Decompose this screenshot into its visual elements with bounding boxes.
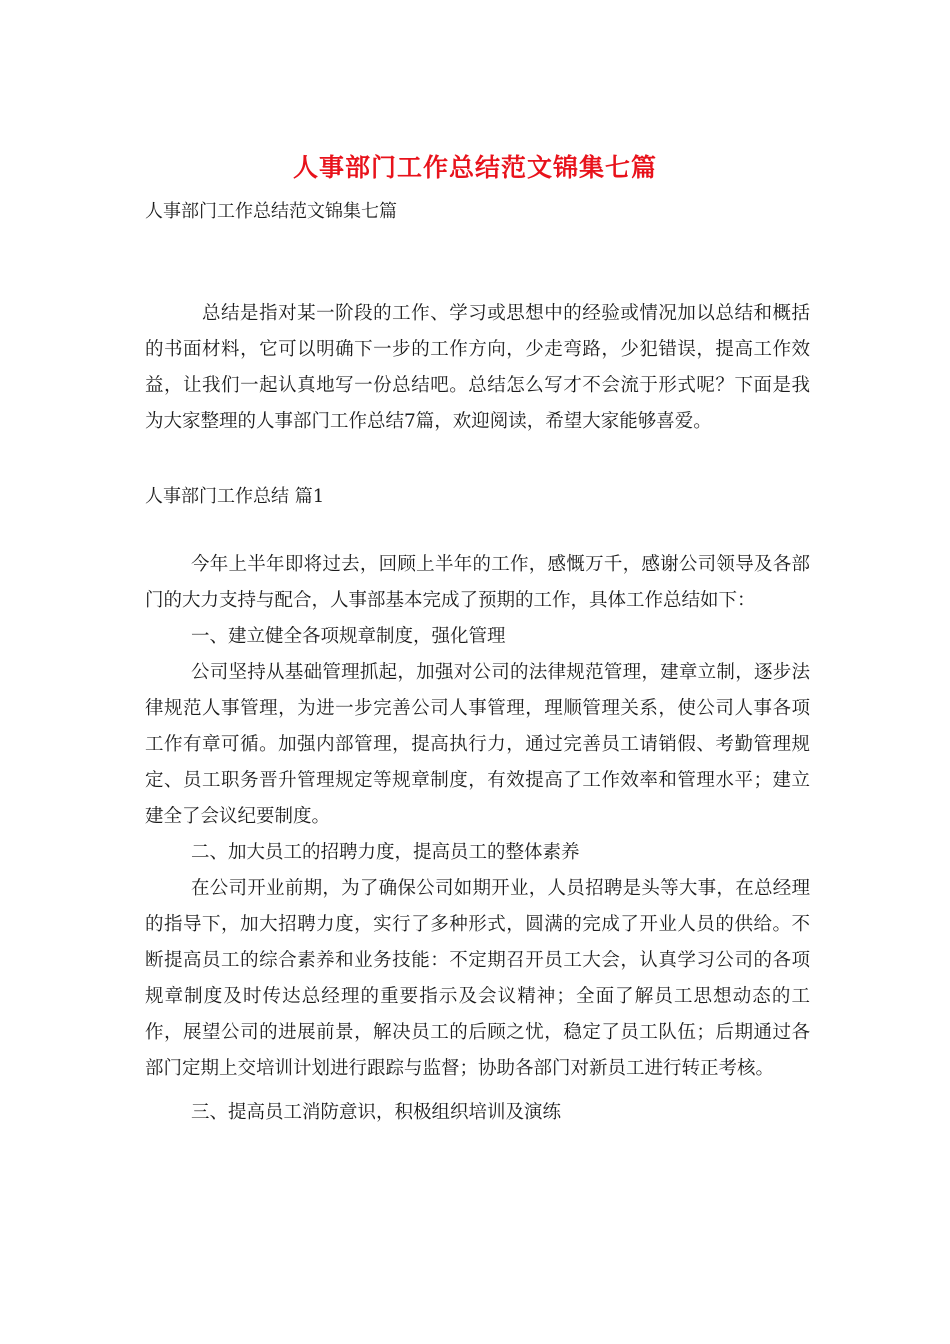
document-title: 人事部门工作总结范文锦集七篇 <box>292 153 657 182</box>
body-paragraph: 公司坚持从基础管理抓起，加强对公司的法律规范管理，建章立制，逐步法律规范人事管理，为进一步完善公司人事管理，理顺管理关系，使公司人事各项工作有章可循。加强内部管理，提高执行力，通过完善员工请销假、考勤管理规定、员工职务晋升管理规定等规章制度，有效提高了工作效率和管理水平；建立建全了会议纪要制度。 <box>145 662 810 827</box>
body-paragraph: 今年上半年即将过去，回顾上半年的工作，感慨万千，感谢公司领导及各部门的大力支持与配合，人事部基本完成了预期的工作，具体工作总结如下： <box>145 554 810 611</box>
subheading-paragraph: 二、加大员工的招聘力度，提高员工的整体素养 <box>191 842 580 863</box>
section-body <box>145 547 810 1131</box>
intro-paragraph: 总结是指对某一阶段的工作、学习或思想中的经验或情况加以总结和概括的书面材料，它可以明确下一步的工作方向，少走弯路，少犯错误，提高工作效益，让我们一起认真地写一份总结吧。总结怎么写才不会流于形式呢？下面是我为大家整理的人事部门工作总结7篇，欢迎阅读，希望大家能够喜爱。 <box>145 303 810 432</box>
body-paragraph: 在公司开业前期，为了确保公司如期开业，人员招聘是头等大事，在总经理的指导下，加大招聘力度，实行了多种形式，圆满的完成了开业人员的供给。不断提高员工的综合素养和业务技能：不定期召开员工大会，认真学习公司的各项规章制度及时传达总经理的重要指示及会议精神；全面了解员工思想动态的工作，展望公司的进展前景，解决员工的后顾之忧，稳定了员工队伍；后期通过各部门定期上交培训计划进行跟踪与监督；协助各部门对新员工进行转正考核。 <box>145 878 810 1079</box>
intro-block <box>145 296 810 440</box>
document-subtitle: 人事部门工作总结范文锦集七篇 <box>145 201 397 222</box>
subheading-paragraph: 一、建立健全各项规章制度，强化管理 <box>191 626 506 647</box>
section-heading: 人事部门工作总结 篇1 <box>145 486 325 507</box>
subheading-paragraph: 三、提高员工消防意识，积极组织培训及演练 <box>191 1102 562 1123</box>
